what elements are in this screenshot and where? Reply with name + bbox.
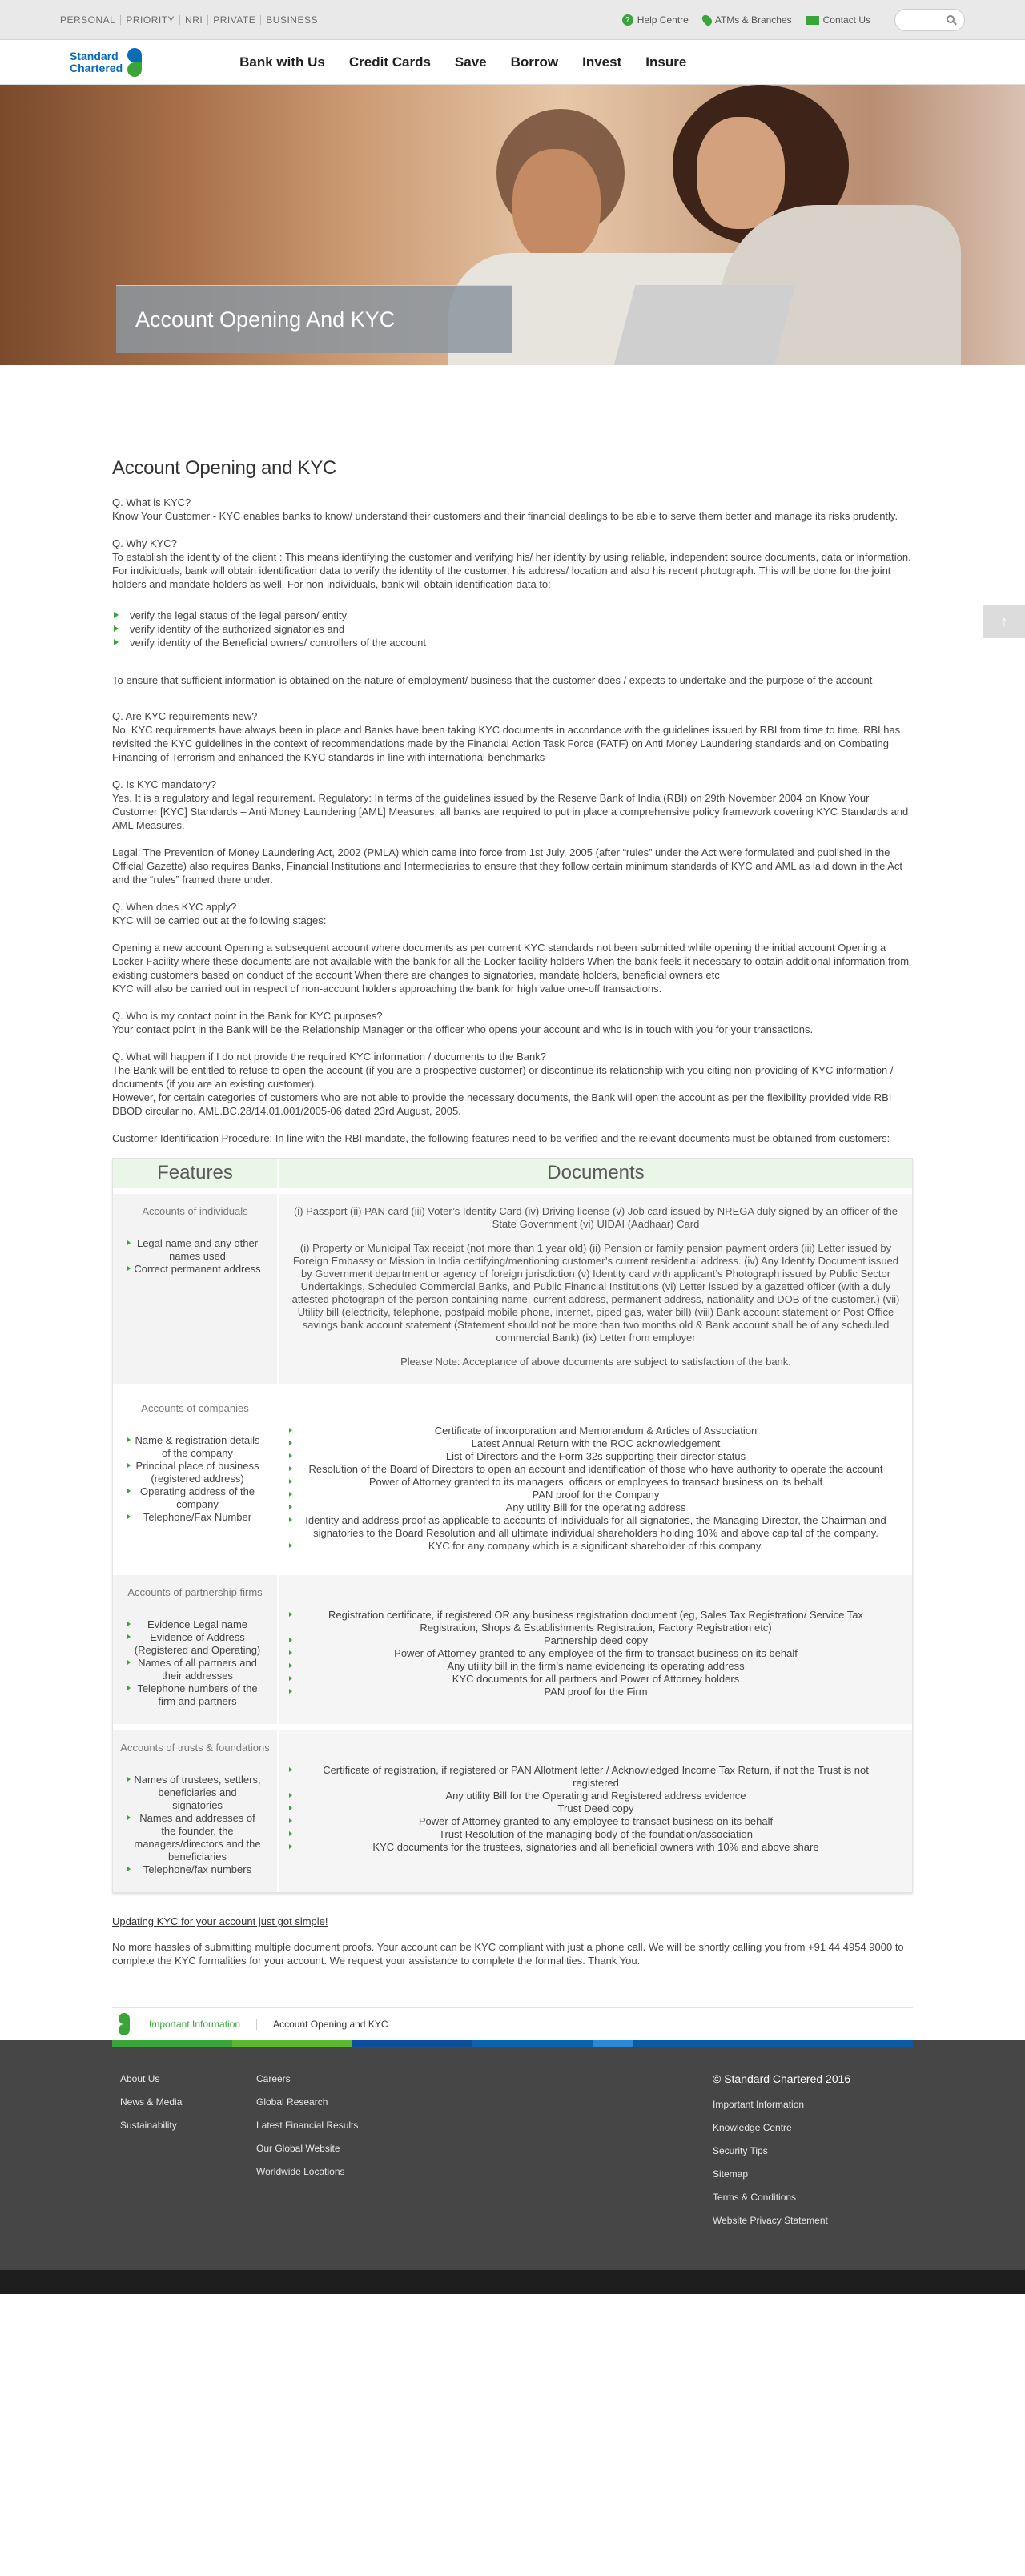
document-block: (i) Property or Municipal Tax receipt (not more than 1 year old) (ii) Pension or family pension payment orders (iii) Letter issued by Foreign Embassy or Mission in India certifying/mentioning customer’s current residential address. (iv) Any Identity Document issued by Government department or agency of foreign jurisdiction (v) Identity card with applicant’s Photograph issued by Public Sector Undertakings, Scheduled Commercial Banks, and Public Financial Institutions (vi) Letter issued by a gazetted officer (with a duly attested photograph of the person containing name, current address, permanent address, nationality and DOB of the customer.) (vii) Utility bill (electricity, telephone, postpaid mobile phone, internet, piped gas, water bill) (viii) Bank account statement or Post Office savings bank account statement (Statement should not be more than two months old & Bank account shall be of any scheduled commercial Bank) (ix) Letter from employer	[291, 1242, 900, 1344]
question-contact-point: Q. Who is my contact point in the Bank for KYC purposes?	[112, 1010, 383, 1022]
help-centre-link[interactable]	[622, 14, 689, 26]
footer-link[interactable]: Sustainability	[120, 2120, 177, 2131]
table-row-trusts	[113, 1724, 912, 1892]
document-item: KYC documents for all partners and Power of Attorney holders	[287, 1673, 904, 1686]
document-item: PAN proof for the Company	[287, 1489, 904, 1501]
question-kyc-mandatory: Q. Is KYC mandatory?	[112, 778, 217, 790]
segment-business[interactable]: BUSINESS	[266, 14, 318, 26]
atms-branches-label: ATMs & Branches	[714, 14, 792, 26]
nav-credit-cards[interactable]: Credit Cards	[348, 54, 431, 70]
breadcrumb-important-information[interactable]: Important Information	[149, 2019, 257, 2030]
answer-not-provided-2: However, for certain categories of customers who are not able to provide the necessary documents, the Bank will open the account as per the flexibility provided vide RBI DBOD circular no. AML.BC.28/14.01.001/2005-06 dated 23rd August, 2005.	[112, 1091, 892, 1117]
nav-invest[interactable]: Invest	[582, 54, 622, 70]
copyright: © Standard Chartered 2016	[713, 2072, 851, 2085]
answer-kyc-mandatory: Yes. It is a regulatory and legal requirement. Regulatory: In terms of the guidelines issued by the Reserve Bank of India (RBI) on 29th November 2004 on Know Your Customer [KYC] Standards – Anti Money Laundering [AML] Measures, all banks are required to put in place a comprehensive policy framework covering KYC Standards and AML Measures.	[112, 792, 909, 831]
scroll-to-top-button[interactable]	[983, 605, 1025, 638]
feature-item: Telephone/fax numbers	[119, 1863, 271, 1876]
row-title: Accounts of companies	[141, 1402, 249, 1414]
row-title: Accounts of partnership firms	[127, 1586, 263, 1598]
question-kyc-apply: Q. When does KYC apply?	[112, 901, 237, 913]
list-item: verify the legal status of the legal person/ entity	[112, 609, 913, 622]
contact-us-link[interactable]	[806, 14, 870, 26]
answer-what-is-kyc: Know Your Customer - KYC enables banks to know/ understand their customers and their financial dealings to be able to serve them better and manage its risks prudently.	[112, 510, 898, 522]
search-input[interactable]	[894, 9, 965, 31]
document-item: Resolution of the Board of Directors to open an account and identification of those who have authority to operate the account	[287, 1463, 904, 1476]
feature-item: Correct permanent address	[119, 1263, 271, 1276]
hero-banner	[0, 85, 1025, 365]
row-title: Accounts of trusts & foundations	[120, 1742, 270, 1754]
footer-link[interactable]: Important Information	[713, 2099, 805, 2110]
feature-item: Evidence of Address (Registered and Operating)	[119, 1631, 271, 1657]
legal-paragraph: Legal: The Prevention of Money Laundering Act, 2002 (PMLA) which came into force from 1st July, 2005 (after “rules” under the Act were formulated and published in the Official Gazette) also requires Banks, Financial Institutions and Intermediaries to ensure that they follow certain minimum standards of KYC and AML as laid down in the Act and the “rules” framed there under.	[112, 846, 903, 886]
footer-link[interactable]: Our Global Website	[256, 2143, 340, 2154]
list-item: verify identity of the Beneficial owners/ controllers of the account	[112, 636, 913, 649]
cip-paragraph: Customer Identification Procedure: In line with the RBI mandate, the following features need to be verified and the relevant documents must be obtained from customers:	[112, 1132, 890, 1144]
question-what-is-kyc: Q. What is KYC?	[112, 496, 191, 508]
feature-item: Names of trustees, settlers, beneficiaries and signatories	[119, 1774, 271, 1812]
logo-mark-icon[interactable]	[119, 2013, 133, 2035]
answer-kyc-apply: KYC will be carried out at the following stages:	[112, 914, 327, 926]
feature-item: Names of all partners and their addresses	[119, 1657, 271, 1682]
footer-link[interactable]: Latest Financial Results	[256, 2120, 359, 2131]
footer-link[interactable]: Sitemap	[713, 2168, 749, 2180]
site-footer	[0, 2040, 1025, 2294]
feature-item: Evidence Legal name	[119, 1618, 271, 1631]
footer-link[interactable]: Worldwide Locations	[256, 2166, 345, 2177]
document-item: KYC documents for the trustees, signatories and all beneficial owners with 10% and above share	[287, 1841, 904, 1854]
document-item: Certificate of registration, if registered or PAN Allotment letter / Acknowledged Income Tax Return, if not the Trust is not registered	[287, 1764, 904, 1790]
breadcrumb-current-page: Account Opening and KYC	[273, 2018, 388, 2030]
footer-link[interactable]: About Us	[120, 2073, 160, 2084]
update-kyc-link[interactable]: Updating KYC for your account just got simple!	[112, 1915, 328, 1927]
row-title: Accounts of individuals	[142, 1205, 248, 1217]
hero-caption	[116, 285, 512, 353]
list-item: verify identity of the authorized signatories and	[112, 622, 913, 636]
stages-paragraph-2: KYC will also be carried out in respect of non-account holders approaching the bank for high value one-off transactions.	[112, 983, 662, 995]
feature-item: Principal place of business (registered address)	[119, 1460, 271, 1485]
nav-borrow[interactable]: Borrow	[510, 54, 559, 70]
breadcrumb	[112, 2007, 913, 2040]
segment-private[interactable]: PRIVATE	[208, 15, 261, 25]
help-centre-label: Help Centre	[637, 14, 689, 26]
footer-link[interactable]: Terms & Conditions	[713, 2192, 797, 2203]
main-content	[112, 365, 913, 1967]
footer-bottom-bar	[0, 2270, 1025, 2294]
utility-links	[622, 9, 965, 31]
footer-link[interactable]: Knowledge Centre	[713, 2122, 792, 2133]
footer-link[interactable]: Website Privacy Statement	[713, 2215, 828, 2226]
document-item: Partnership deed copy	[287, 1634, 904, 1647]
feature-item: Operating address of the company	[119, 1485, 271, 1511]
document-item: Identity and address proof as applicable to accounts of individuals for all signatories, the Managing Director, the Chairman and signatories to the Board Resolution and all ultimate individual shareholders holding 10% and above capital of the company.	[287, 1514, 904, 1540]
document-block: (i) Passport (ii) PAN card (iii) Voter’s Identity Card (iv) Driving license (v) Job card issued by NREGA duly signed by an officer of the State Government (vi) UIDAI (Aadhaar) Card	[293, 1205, 898, 1230]
document-item: Any utility Bill for the operating address	[287, 1501, 904, 1514]
document-item: Any utility bill in the firm’s name evidencing its operating address	[287, 1660, 904, 1673]
acceptance-note: Please Note: Acceptance of above documents are subject to satisfaction of the bank.	[400, 1356, 791, 1368]
table-row-partnership	[113, 1569, 912, 1724]
document-item: Registration certificate, if registered OR any business registration document (eg, Sales Tax Registration/ Service Tax Registration, Shops & Establishments Registration, Factory Registration etc)	[287, 1609, 904, 1634]
location-pin-icon	[700, 14, 713, 27]
top-utility-bar	[0, 0, 1025, 40]
question-why-kyc: Q. Why KYC?	[112, 537, 177, 549]
help-icon: ?	[622, 14, 633, 26]
nav-insure[interactable]: Insure	[645, 54, 687, 70]
kyc-documents-table	[112, 1158, 913, 1893]
question-kyc-new: Q. Are KYC requirements new?	[112, 710, 258, 722]
page-title: Account Opening and KYC	[112, 457, 336, 479]
segment-nri[interactable]: NRI	[180, 15, 208, 25]
closing-paragraph: No more hassles of submitting multiple document proofs. Your account can be KYC compliant with just a phone call. We will be shortly calling you from +91 44 4954 9000 to complete the KYC formalities for your account. We request your assistance to complete the formalities. Thank You.	[112, 1941, 904, 1967]
document-item: Power of Attorney granted to any employee of the firm to transact business on its behalf	[287, 1647, 904, 1660]
feature-item: Names and addresses of the founder, the managers/directors and the beneficiaries	[119, 1812, 271, 1863]
non-individual-bullets	[112, 609, 913, 649]
feature-item: Name & registration details of the company	[119, 1434, 271, 1460]
logo-mark-icon	[126, 48, 143, 77]
segment-nav	[60, 15, 323, 25]
footer-column-1	[112, 2071, 256, 2236]
table-header	[113, 1159, 912, 1188]
segment-priority[interactable]: PRIORITY	[121, 15, 180, 25]
search-icon[interactable]	[947, 15, 955, 23]
feature-item: Legal name and any other names used	[119, 1237, 271, 1263]
hero-title: Account Opening And KYC	[135, 307, 396, 332]
answer-not-provided: The Bank will be entitled to refuse to open the account (if you are a prospective customer) or discontinue its relationship with you citing non-providing of KYC information / documents (if you are an existing customer).	[112, 1064, 894, 1090]
mail-icon	[806, 16, 819, 25]
logo-line-1: Standard	[70, 50, 119, 62]
features-column-header: Features	[113, 1159, 279, 1188]
nav-save[interactable]: Save	[454, 54, 487, 70]
documents-column-header: Documents	[279, 1159, 912, 1188]
document-item: Power of Attorney granted to its managers, officers or employees to transact business on its behalf	[287, 1476, 904, 1489]
contact-us-label: Contact Us	[822, 14, 870, 26]
stages-paragraph: Opening a new account Opening a subsequent account where documents as per current KYC standards not been submitted while opening the initial account Opening a Locker Facility where these documents are not available with the bank for all the Locker facility holders When the bank feels it necessary to obtain additional information from existing customers based on conduct of the account When there are changes to signatories, mandate holders, beneficial owners etc	[112, 942, 910, 981]
document-item: Power of Attorney granted to any employee to transact business on its behalf	[287, 1815, 904, 1828]
footer-link[interactable]: Global Research	[256, 2096, 328, 2108]
ensure-paragraph: To ensure that sufficient information is obtained on the nature of employment/ business that the customer does / expects to undertake and the purpose of the account	[112, 674, 873, 686]
answer-contact-point: Your contact point in the Bank will be the Relationship Manager or the officer who opens your account and who is in touch with you for your transactions.	[112, 1023, 814, 1035]
footer-column-2	[256, 2071, 713, 2236]
table-row-companies	[113, 1384, 912, 1569]
arrow-up-icon: ↑	[1000, 613, 1008, 629]
footer-color-stripe	[112, 2040, 913, 2047]
answer-kyc-new: No, KYC requirements have always been in place and Banks have been taking KYC documents in accordance with the guidelines issued by RBI from time to time. RBI has revisited the KYC guidelines in the context of recommendations made by the Financial Action Task Force (FATF) on Anti Money Laundering standards and on Combating Financing of Terrorism and enhanced the KYC standards in line with international benchmarks	[112, 724, 901, 763]
table-row-individuals	[113, 1188, 912, 1384]
document-item: Latest Annual Return with the ROC acknowledgement	[287, 1437, 904, 1450]
document-item: Any utility Bill for the Operating and Registered address evidence	[287, 1790, 904, 1802]
feature-item: Telephone numbers of the firm and partners	[119, 1682, 271, 1708]
atms-branches-link[interactable]	[703, 14, 792, 26]
footer-link[interactable]: Careers	[256, 2073, 291, 2084]
segment-personal[interactable]: PERSONAL	[60, 15, 121, 25]
document-item: List of Directors and the Form 32s supporting their director status	[287, 1450, 904, 1463]
footer-link[interactable]: News & Media	[120, 2096, 183, 2108]
answer-why-kyc: To establish the identity of the client : This means identifying the customer and verifying his/ her identity by using reliable, independent source documents, data or information. For individuals, bank will obtain identification data to verify the identity of the customer, his address/ location and also his recent photograph. This will be done for the joint holders and mandate holders as well. For non-individuals, bank will obtain identification data to:	[112, 551, 911, 590]
document-item: KYC for any company which is a significant shareholder of this company.	[287, 1540, 904, 1553]
document-item: Trust Resolution of the managing body of the foundation/association	[287, 1828, 904, 1841]
standard-chartered-logo[interactable]	[70, 48, 143, 77]
logo-line-2: Chartered	[70, 62, 123, 74]
document-item: Certificate of incorporation and Memorandum & Articles of Association	[287, 1425, 904, 1437]
question-not-provided: Q. What will happen if I do not provide the required KYC information / documents to the Bank?	[112, 1051, 546, 1063]
document-item: PAN proof for the Firm	[287, 1686, 904, 1698]
feature-item: Telephone/Fax Number	[119, 1511, 271, 1524]
footer-column-3	[713, 2071, 913, 2236]
main-navigation	[0, 40, 1025, 85]
nav-bank-with-us[interactable]: Bank with Us	[239, 54, 325, 70]
footer-link[interactable]: Security Tips	[713, 2145, 768, 2156]
document-item: Trust Deed copy	[287, 1802, 904, 1815]
